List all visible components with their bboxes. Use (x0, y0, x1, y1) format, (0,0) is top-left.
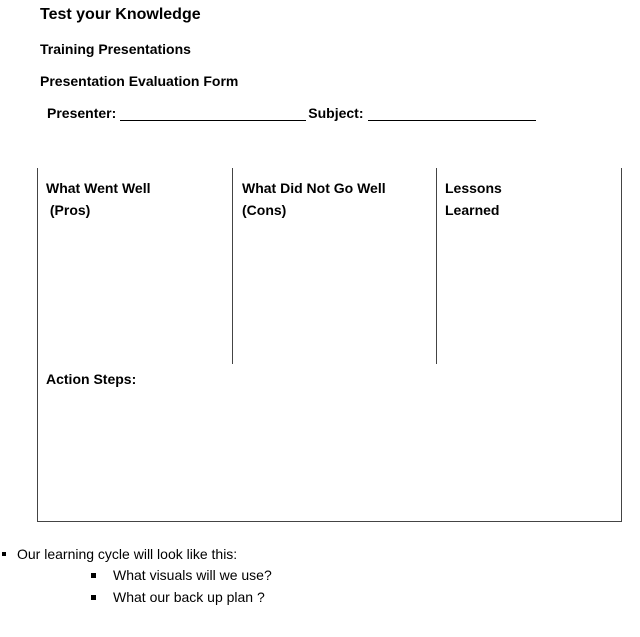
list-item: What our back up plan ? (113, 589, 265, 605)
page-title: Test your Knowledge (40, 6, 201, 23)
square-bullet-icon (91, 595, 96, 600)
column-header-pros-line2: (Pros) (46, 202, 91, 218)
form-fields-row (47, 105, 536, 121)
bullet-intro-text: Our learning cycle will look like this: (17, 546, 238, 562)
list-item: What visuals will we use? (113, 567, 272, 583)
action-steps-label: Action Steps: (46, 371, 137, 387)
table-right-border (621, 168, 622, 522)
table-bottom-border (37, 521, 622, 522)
form-title: Presentation Evaluation Form (40, 73, 239, 89)
column-header-cons-line1: What Did Not Go Well (242, 180, 386, 196)
table-divider-2 (436, 168, 437, 364)
subject-field-line (368, 106, 536, 121)
column-header-lessons-line2: Learned (445, 202, 500, 218)
column-header-cons (242, 177, 386, 221)
subject-label: Subject: (308, 105, 364, 121)
column-header-lessons-line1: Lessons (445, 180, 502, 196)
column-header-pros-line1: What Went Well (46, 180, 151, 196)
column-header-cons-line2: (Cons) (242, 202, 287, 218)
column-header-lessons (445, 177, 502, 221)
table-left-border (37, 168, 38, 522)
presenter-field-line (120, 106, 306, 121)
presenter-label: Presenter: (47, 105, 117, 121)
table-divider-1 (232, 168, 233, 364)
section-subtitle: Training Presentations (40, 41, 191, 57)
column-header-pros (46, 177, 150, 221)
square-bullet-icon (91, 573, 96, 578)
bullet-dot-icon (2, 552, 6, 556)
